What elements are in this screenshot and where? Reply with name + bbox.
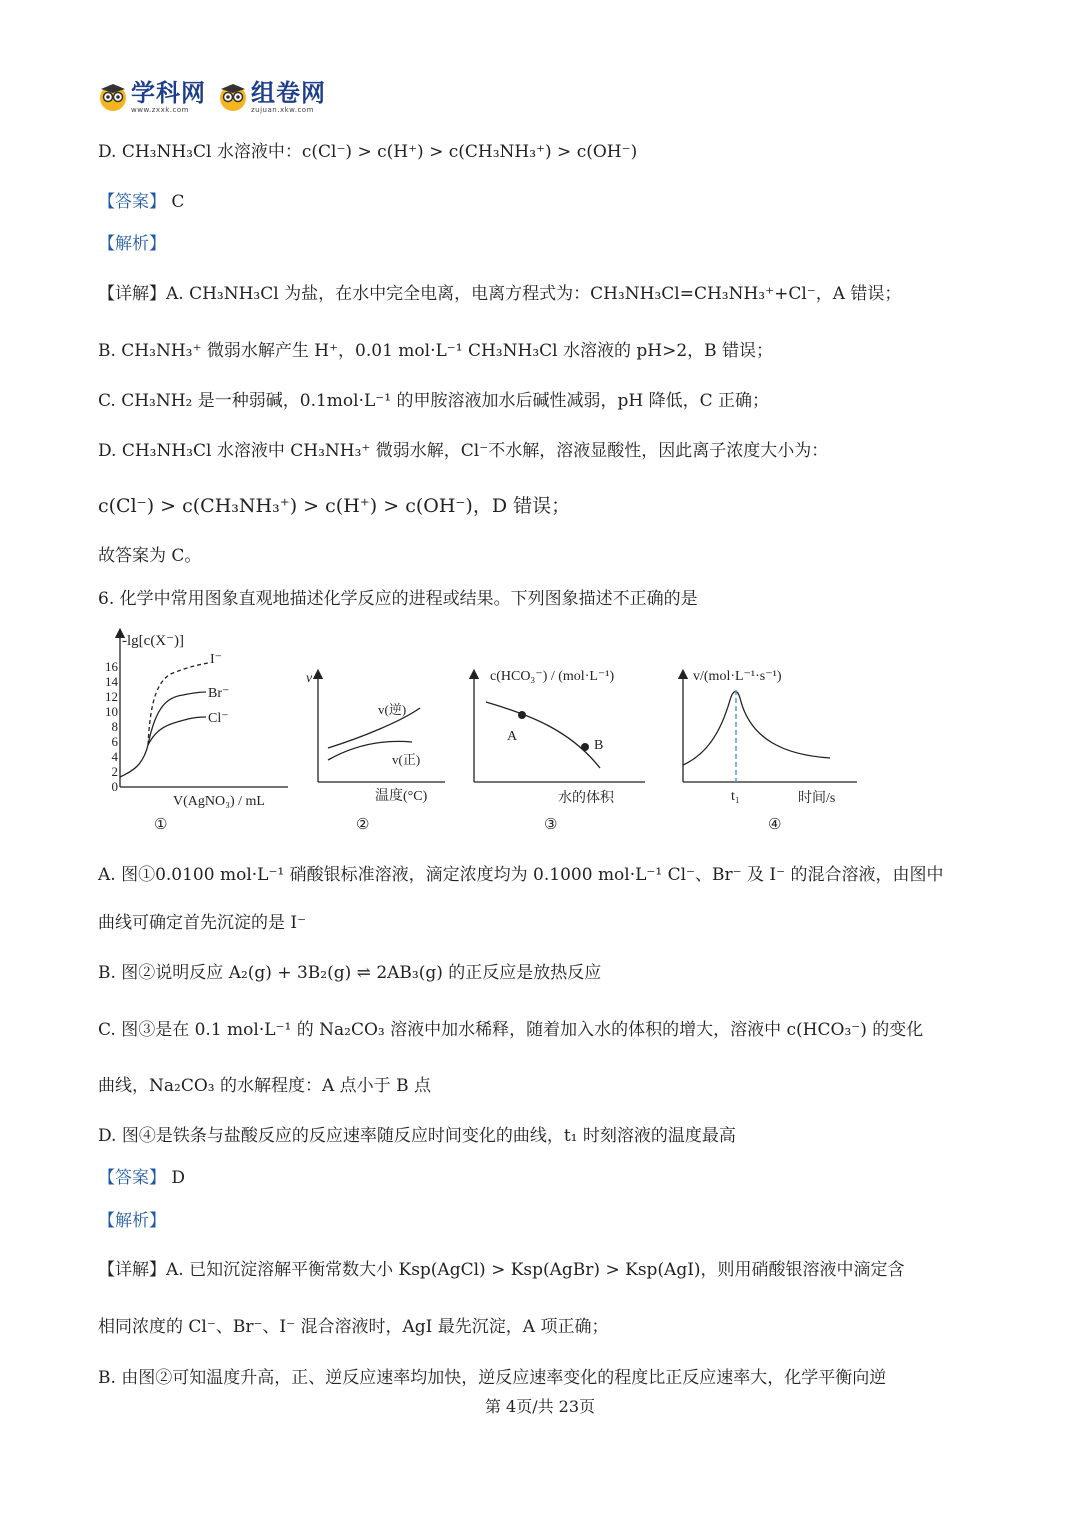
q6-detail-b: B. 由图②可知温度升高，正、逆反应速率均加快，逆反应速率变化的程度比正反应速率大，化学平衡向逆 — [98, 1368, 887, 1388]
y-axis-label: v — [306, 671, 313, 686]
detail-text: A. CH₃NH₃Cl 为盐，在水中完全电离，电离方程式为：CH₃NH₃Cl=CH₃NH₃⁺+Cl⁻，A 错误； — [166, 284, 902, 304]
q6-stem: 6. 化学中常用图象直观地描述化学反应的进程或结果。下列图象描述不正确的是 — [98, 589, 698, 609]
point-a-label: A — [507, 729, 518, 744]
detail-tag: 【详解】 — [98, 1260, 166, 1280]
y-tick: 4 — [111, 749, 118, 764]
q5-detail-d-formula: c(Cl⁻) > c(CH₃NH₃⁺) > c(H⁺) > c(OH⁻)，D 错误； — [98, 495, 571, 517]
q5-detail-a — [98, 282, 901, 306]
logo-zujuan — [218, 80, 326, 114]
q5-detail-b: B. CH₃NH₃⁺ 微弱水解产生 H⁺，0.01 mol·L⁻¹ CH₃NH₃Cl 水溶液的 pH>2，B 错误； — [98, 341, 774, 361]
detail-text: A. 已知沉淀溶解平衡常数大小 Ksp(AgCl) > Ksp(AgBr) > Ksp(AgI)，则用硝酸银溶液中滴定含 — [166, 1260, 905, 1280]
answer-value: C — [171, 192, 185, 212]
q6-option-c-line2: 曲线，Na₂CO₃ 的水解程度：A 点小于 B 点 — [98, 1076, 431, 1096]
q6-option-d: D. 图④是铁条与盐酸反应的反应速率随反应时间变化的曲线，t₁ 时刻溶液的温度最高 — [98, 1126, 736, 1146]
q6-option-a-line2: 曲线可确定首先沉淀的是 I⁻ — [98, 913, 307, 933]
label-reverse: v(逆) — [378, 702, 407, 717]
figure-2 — [300, 660, 450, 840]
q6-option-b: B. 图②说明反应 A₂(g) + 3B₂(g) ⇌ 2AB₃(g) 的正反应是放热反应 — [98, 963, 602, 983]
y-axis-label: c(HCO₃⁻) / (mol·L⁻¹) — [490, 669, 615, 684]
x-axis-label: 温度(°C) — [375, 789, 428, 804]
answer-value: D — [171, 1168, 186, 1188]
q6-detail-a-line2: 相同浓度的 Cl⁻、Br⁻、I⁻ 混合溶液时，AgI 最先沉淀，A 项正确； — [98, 1317, 609, 1337]
figure-1 — [98, 625, 298, 840]
answer-tag: 【答案】 — [98, 1168, 166, 1188]
x-axis-label: V(AgNO₃) / mL — [173, 794, 265, 809]
y-tick: 8 — [111, 719, 118, 734]
y-axis-label: -lg[c(X⁻)] — [122, 633, 185, 649]
q6-option-a-line1: A. 图①0.0100 mol·L⁻¹ 硝酸银标准溶液，滴定浓度均为 0.1000 mol·L⁻¹ Cl⁻、Br⁻ 及 I⁻ 的混合溶液，由图中 — [98, 865, 944, 885]
detail-tag: 【详解】 — [98, 284, 166, 304]
q6-answer — [98, 1166, 185, 1190]
y-tick: 10 — [105, 704, 118, 719]
figure-3 — [460, 660, 650, 840]
q5-answer — [98, 190, 184, 214]
q5-analysis-tag: 【解析】 — [98, 234, 166, 254]
logo-subtitle: www.zxxk.com — [131, 106, 189, 114]
x-axis-label: 水的体积 — [558, 791, 614, 806]
point-b-label: B — [594, 738, 604, 753]
y-tick: 14 — [105, 674, 118, 689]
q6-option-c-line1: C. 图③是在 0.1 mol·L⁻¹ 的 Na₂CO₃ 溶液中加水稀释，随着加入水的体积的增大，溶液中 c(HCO₃⁻) 的变化 — [98, 1020, 924, 1040]
figure-number: ④ — [768, 817, 782, 833]
q5-detail-c: C. CH₃NH₂ 是一种弱碱，0.1mol·L⁻¹ 的甲胺溶液加水后碱性减弱，pH 降低，C 正确； — [98, 391, 770, 411]
y-tick: 2 — [111, 764, 118, 779]
curve-label-br: Br⁻ — [208, 686, 230, 701]
x-axis-label: 时间/s — [798, 791, 836, 806]
y-tick: 16 — [105, 659, 118, 674]
owl-logo-icon — [218, 82, 248, 112]
curve-label-cl: Cl⁻ — [208, 711, 229, 726]
t1-label: t₁ — [731, 789, 740, 804]
q6-analysis-tag: 【解析】 — [98, 1211, 166, 1231]
owl-logo-icon — [98, 82, 128, 112]
page-footer: 第 4页/共 23页 — [484, 1397, 596, 1416]
q6-detail-a-line1 — [98, 1258, 905, 1282]
curve-hco3 — [486, 702, 600, 768]
figure-number: ③ — [544, 817, 558, 833]
curve-chloride — [148, 717, 206, 745]
y-axis-label: v/(mol·L⁻¹·s⁻¹) — [693, 669, 782, 684]
curve-bromide — [148, 692, 206, 745]
logo-title: 组卷网 — [251, 79, 326, 107]
logo-subtitle: zujuan.xkw.com — [251, 106, 314, 114]
answer-tag: 【答案】 — [98, 192, 166, 212]
figure-number: ① — [154, 817, 168, 833]
y-ticks — [105, 659, 119, 794]
figure-4 — [665, 660, 860, 840]
y-tick: 6 — [111, 734, 118, 749]
label-forward: v(正) — [392, 752, 421, 767]
logo-title: 学科网 — [131, 79, 206, 107]
q5-option-d: D. CH₃NH₃Cl 水溶液中：c(Cl⁻) > c(H⁺) > c(CH₃NH₃⁺) > c(OH⁻) — [98, 142, 638, 162]
y-tick: 0 — [111, 779, 118, 794]
curve-common — [120, 745, 148, 777]
figure-number: ② — [356, 817, 370, 833]
point-b — [581, 743, 589, 751]
curve-rate — [683, 691, 830, 765]
y-tick: 12 — [105, 689, 118, 704]
q5-detail-d: D. CH₃NH₃Cl 水溶液中 CH₃NH₃⁺ 微弱水解，Cl⁻不水解，溶液显酸性，因此离子浓度大小为： — [98, 441, 829, 461]
q5-conclusion: 故答案为 C。 — [98, 546, 202, 566]
curve-label-i: I⁻ — [210, 652, 223, 667]
logo-xueke — [98, 80, 206, 114]
point-a — [518, 711, 526, 719]
